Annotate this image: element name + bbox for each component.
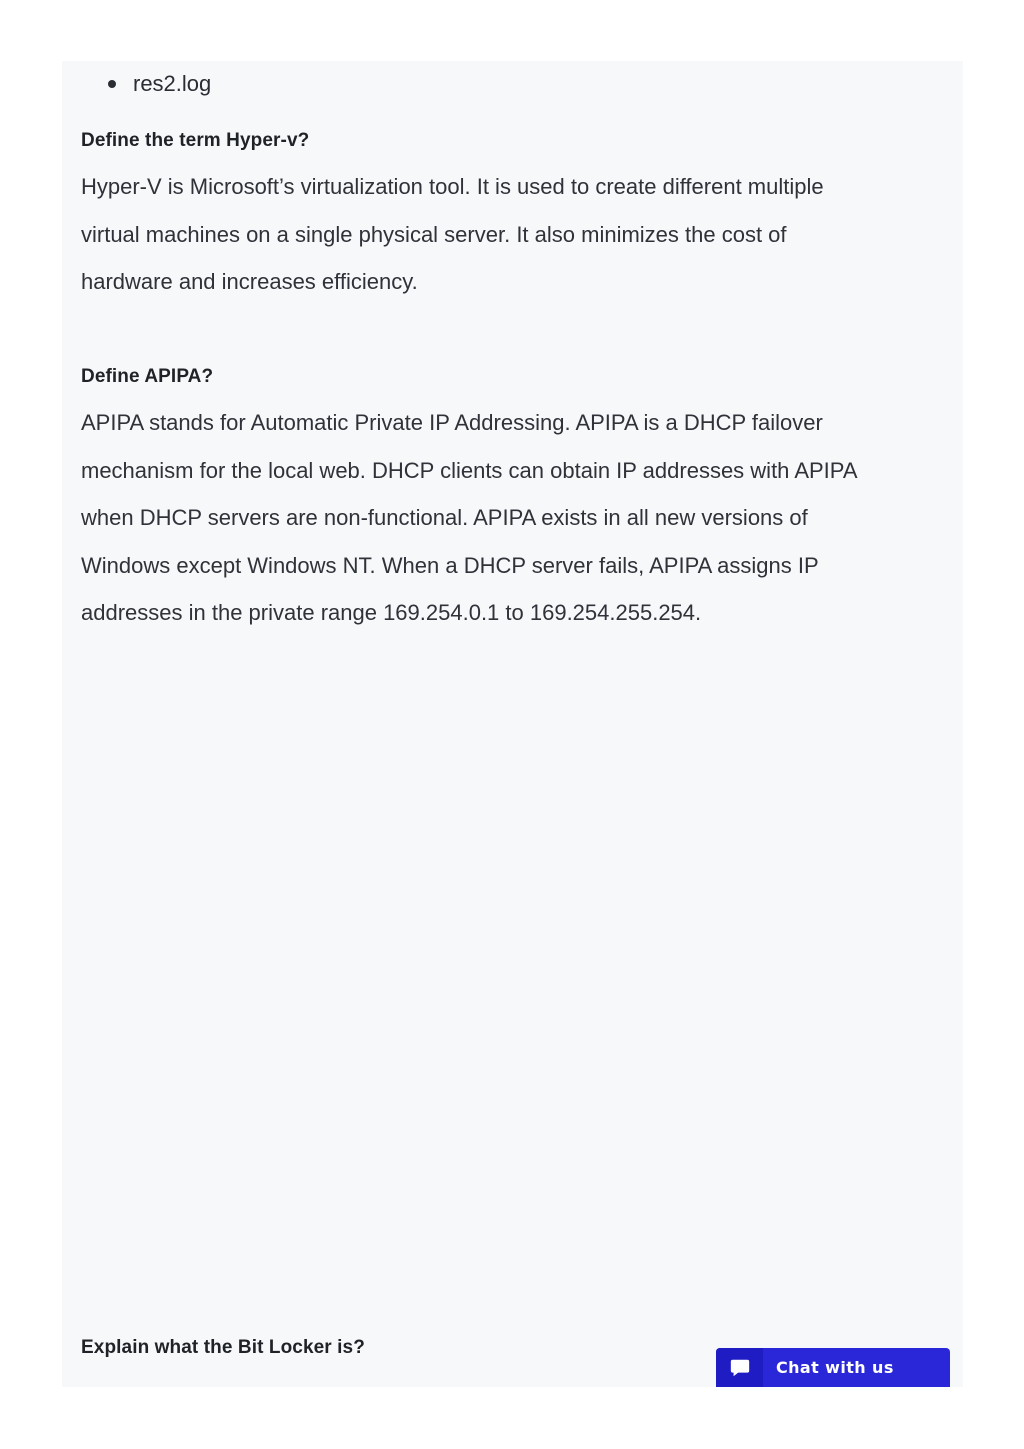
bullet-list [62, 73, 211, 95]
answer-hyper-v [81, 163, 951, 306]
chat-label: Chat with us [776, 1358, 894, 1377]
chat-with-us-button[interactable] [716, 1348, 950, 1387]
bullet-dot [108, 80, 116, 88]
answer-line: virtual machines on a single physical server. It also minimizes the cost of [81, 221, 787, 247]
answer-line: hardware and increases efficiency. [81, 269, 418, 294]
chat-icon-container [716, 1348, 763, 1387]
answer-line: Windows except Windows NT. When a DHCP server fails, APIPA assigns IP [81, 552, 819, 578]
content-panel [62, 61, 963, 1387]
heading-bit-locker: Explain what the Bit Locker is? [81, 1337, 365, 1358]
list-item-text: res2.log [133, 71, 212, 96]
list-item [62, 73, 211, 95]
chat-bubble-icon [729, 1357, 751, 1379]
answer-line: mechanism for the local web. DHCP clients can obtain IP addresses with APIPA [81, 457, 858, 483]
answer-line: APIPA stands for Automatic Private IP Addressing. APIPA is a DHCP failover [81, 410, 823, 435]
heading-apipa: Define APIPA? [81, 366, 214, 387]
answer-line: addresses in the private range 169.254.0.1 to 169.254.255.254. [81, 600, 702, 625]
answer-line: when DHCP servers are non-functional. APIPA exists in all new versions of [81, 505, 808, 530]
heading-hyper-v: Define the term Hyper-v? [81, 130, 310, 151]
answer-line: Hyper-V is Microsoft’s virtualization tool. It is used to create different multiple [81, 174, 824, 199]
answer-apipa [81, 399, 951, 637]
